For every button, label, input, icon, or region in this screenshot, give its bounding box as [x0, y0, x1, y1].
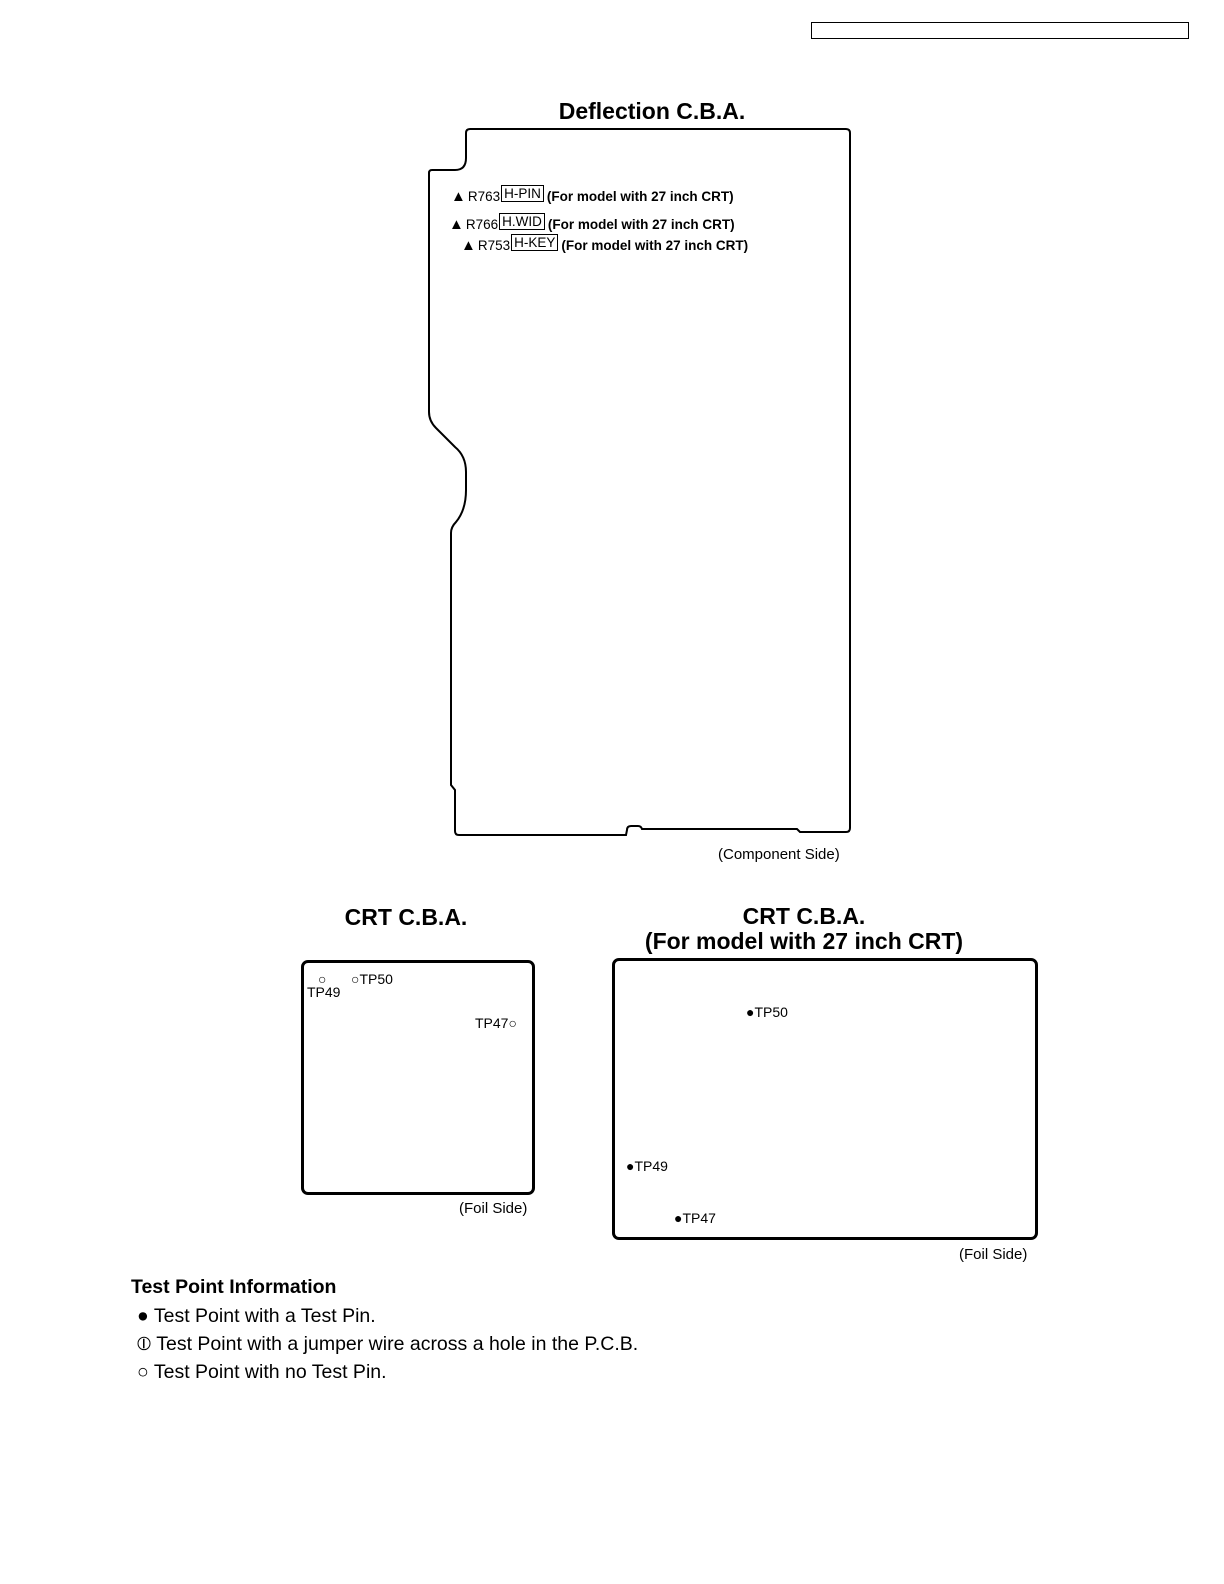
adjustment-note: (For model with 27 inch CRT)	[547, 217, 735, 232]
test-point-label: TP50	[754, 1004, 788, 1020]
test-point-label: TP47	[682, 1210, 716, 1226]
adjustment-label: H-KEY	[511, 234, 558, 251]
adjustment-ref: R763	[467, 189, 501, 204]
legend-item-text: Test Point with a Test Pin.	[153, 1305, 376, 1327]
test-point-marker: ○	[351, 971, 360, 987]
deflection-title: Deflection C.B.A.	[558, 98, 746, 124]
crt27-side-caption: (Foil Side)	[959, 1246, 1028, 1263]
legend-item-test-pin	[137, 1305, 376, 1328]
crt27-title-line1: CRT C.B.A.	[742, 903, 866, 929]
adjustment-label: H.WID	[499, 213, 545, 230]
adjustment-ref: R766	[465, 217, 499, 232]
crt27-title	[604, 904, 1004, 954]
test-point-marker: ○	[508, 1015, 517, 1031]
adjustment-row-r763	[451, 188, 734, 205]
test-point-tp50-27	[746, 1005, 788, 1019]
crt27-title-line2: (For model with 27 inch CRT)	[644, 928, 964, 954]
adjustment-note: (For model with 27 inch CRT)	[561, 238, 749, 253]
jumper-circle-icon: ⦶	[137, 1333, 152, 1355]
legend-item-text: Test Point with no Test Pin.	[153, 1361, 387, 1383]
warning-triangle-icon: ▲	[461, 237, 476, 254]
adjustment-note: (For model with 27 inch CRT)	[546, 189, 734, 204]
test-point-tp49-27	[626, 1159, 668, 1173]
test-point-label: TP47	[475, 1015, 509, 1031]
test-point-tp50	[351, 972, 393, 986]
test-point-marker: ●	[746, 1004, 755, 1020]
deflection-board-edge	[429, 129, 850, 835]
test-point-label: TP50	[359, 971, 393, 987]
filled-circle-icon: ●	[137, 1305, 149, 1327]
legend-item-text: Test Point with a jumper wire across a hole in the P.C.B.	[156, 1333, 639, 1355]
test-point-tp47	[475, 1016, 517, 1030]
test-point-marker: ●	[626, 1158, 635, 1174]
crt27-board	[612, 958, 1038, 1240]
test-point-label: TP49	[307, 984, 341, 1000]
legend-item-no-pin	[137, 1361, 387, 1384]
adjustment-row-r753	[461, 237, 748, 254]
test-point-tp47-27	[674, 1211, 716, 1225]
test-point-marker: ○	[318, 971, 327, 987]
open-circle-icon: ○	[137, 1361, 149, 1383]
test-point-marker: ●	[674, 1210, 683, 1226]
adjustment-label: H-PIN	[501, 185, 544, 202]
deflection-side-caption: (Component Side)	[718, 846, 840, 863]
legend-title: Test Point Information	[131, 1276, 337, 1298]
adjustment-ref: R753	[477, 238, 511, 253]
crt-title: CRT C.B.A.	[344, 904, 468, 930]
crt-side-caption: (Foil Side)	[459, 1200, 528, 1217]
test-point-label: TP49	[634, 1158, 668, 1174]
adjustment-row-r766	[449, 216, 735, 233]
warning-triangle-icon: ▲	[451, 188, 466, 205]
legend-item-jumper	[137, 1333, 638, 1356]
warning-triangle-icon: ▲	[449, 216, 464, 233]
